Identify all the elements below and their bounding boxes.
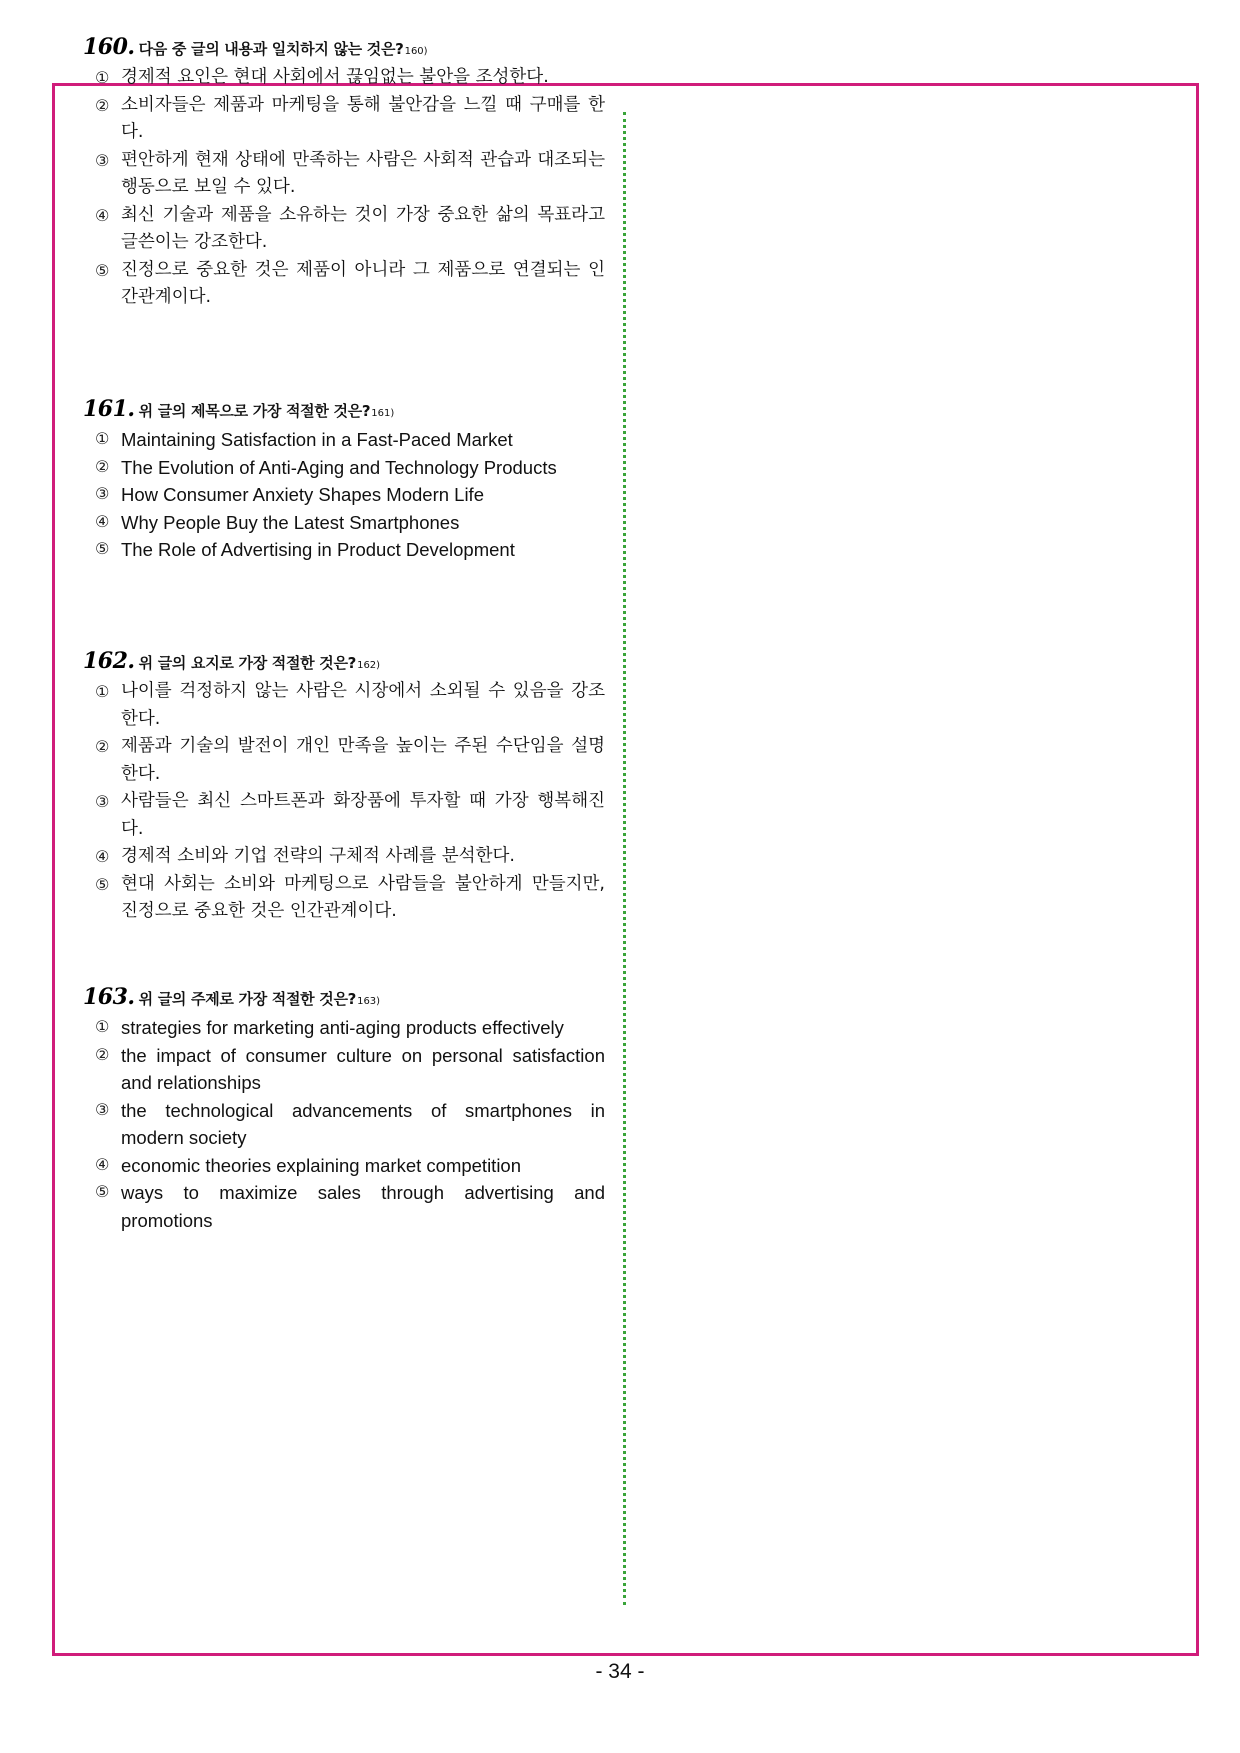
option-text: 나이를 걱정하지 않는 사람은 시장에서 소외될 수 있음을 강조한다. (121, 681, 605, 729)
footnote-ref[interactable]: 162) (357, 660, 381, 671)
page-number: - 34 - (595, 1660, 645, 1683)
answer-option-3[interactable] (83, 788, 605, 843)
option-marker: ⑤ (95, 260, 110, 280)
question-number: 160. (83, 34, 135, 60)
answer-option-5[interactable] (83, 871, 605, 926)
question-prompt: 위 글의 요지로 가장 적절한 것은? (138, 654, 357, 672)
option-marker: ② (95, 1046, 110, 1064)
option-text: 진정으로 중요한 것은 제품이 아니라 그 제품으로 연결되는 인간관계이다. (121, 259, 605, 307)
column-divider (623, 112, 626, 1605)
answer-option-1[interactable] (83, 426, 605, 454)
answer-option-5[interactable] (83, 1179, 605, 1234)
answer-option-2[interactable] (83, 454, 605, 482)
option-marker: ③ (95, 1101, 110, 1119)
option-text: 현대 사회는 소비와 마케팅으로 사람들을 불안하게 만들지만, 진정으로 중요한 것은 인간관계이다. (121, 873, 605, 921)
option-text: The Role of Advertising in Product Development (121, 539, 515, 560)
question-number: 162. (83, 648, 135, 674)
option-marker: ⑤ (95, 1184, 110, 1201)
question-prompt: 다음 중 글의 내용과 일치하지 않는 것은? (138, 40, 404, 58)
question-number: 163. (83, 984, 135, 1010)
question-161 (83, 396, 605, 564)
answer-option-3[interactable] (83, 1097, 605, 1152)
option-marker: ③ (95, 486, 110, 503)
option-text: strategies for marketing anti-aging products effectively (121, 1017, 564, 1038)
option-text: 최신 기술과 제품을 소유하는 것이 가장 중요한 삶의 목표라고 글쓴이는 강조한다. (121, 204, 605, 252)
footnote-ref[interactable]: 160) (404, 46, 428, 57)
option-text: 경제적 소비와 기업 전략의 구체적 사례를 분석한다. (121, 846, 515, 866)
option-text: 사람들은 최신 스마트폰과 화장품에 투자할 때 가장 행복해진다. (121, 791, 605, 839)
answer-option-1[interactable] (83, 64, 605, 92)
option-text: Maintaining Satisfaction in a Fast-Paced Market (121, 429, 513, 450)
option-text: economic theories explaining market competition (121, 1154, 522, 1176)
option-text: How Consumer Anxiety Shapes Modern Life (121, 484, 484, 505)
answer-option-5[interactable] (83, 536, 605, 564)
option-marker: ④ (95, 847, 110, 866)
option-marker: ④ (95, 1156, 110, 1174)
answer-option-1[interactable] (83, 678, 605, 733)
question-number: 161. (83, 396, 135, 422)
option-text: Why People Buy the Latest Smartphones (121, 511, 460, 533)
question-header (83, 34, 605, 60)
option-marker: ① (95, 68, 110, 87)
option-text: 편안하게 현재 상태에 만족하는 사람은 사회적 관습과 대조되는 행동으로 보일 수 있다. (121, 149, 605, 197)
option-text: 소비자들은 제품과 마케팅을 통해 불안감을 느낄 때 구매를 한다. (121, 94, 605, 142)
answer-option-4[interactable] (83, 843, 605, 871)
answer-option-4[interactable] (83, 202, 605, 257)
option-text: the technological advancements of smartphones in modern society (121, 1099, 605, 1148)
question-160 (83, 34, 605, 312)
answer-option-3[interactable] (83, 481, 605, 509)
option-marker: ③ (95, 150, 110, 170)
question-162 (83, 648, 605, 926)
answer-option-2[interactable] (83, 92, 605, 147)
footnote-ref[interactable]: 161) (371, 408, 395, 419)
option-marker: ② (95, 737, 110, 756)
option-marker: ② (95, 458, 110, 476)
answer-option-1[interactable] (83, 1014, 605, 1042)
answer-option-5[interactable] (83, 257, 605, 312)
option-marker: ② (95, 95, 110, 115)
question-header (83, 648, 605, 674)
option-text: ways to maximize sales through advertising and promotions (121, 1182, 605, 1231)
answer-option-2[interactable] (83, 1042, 605, 1097)
question-header (83, 984, 605, 1010)
answer-option-2[interactable] (83, 733, 605, 788)
option-marker: ⑤ (95, 874, 110, 894)
option-marker: ⑤ (95, 541, 110, 558)
answer-option-4[interactable] (83, 1152, 605, 1180)
footnote-ref[interactable]: 163) (357, 996, 381, 1007)
option-marker: ① (95, 1019, 110, 1036)
option-marker: ④ (95, 205, 110, 225)
option-text: 경제적 요인은 현대 사회에서 끊임없는 불안을 조성한다. (121, 67, 549, 87)
option-text: 제품과 기술의 발전이 개인 만족을 높이는 주된 수단임을 설명한다. (121, 736, 605, 784)
option-marker: ④ (95, 513, 110, 531)
question-prompt: 위 글의 주제로 가장 적절한 것은? (138, 990, 357, 1008)
option-text: The Evolution of Anti-Aging and Technology Products (121, 456, 557, 478)
option-marker: ① (95, 431, 110, 448)
option-text: the impact of consumer culture on personal satisfaction and relationships (121, 1044, 605, 1093)
answer-option-3[interactable] (83, 147, 605, 202)
option-marker: ③ (95, 792, 110, 811)
question-header (83, 396, 605, 422)
question-prompt: 위 글의 제목으로 가장 적절한 것은? (138, 402, 371, 420)
option-marker: ① (95, 682, 110, 701)
question-163 (83, 984, 605, 1234)
answer-option-4[interactable] (83, 509, 605, 537)
